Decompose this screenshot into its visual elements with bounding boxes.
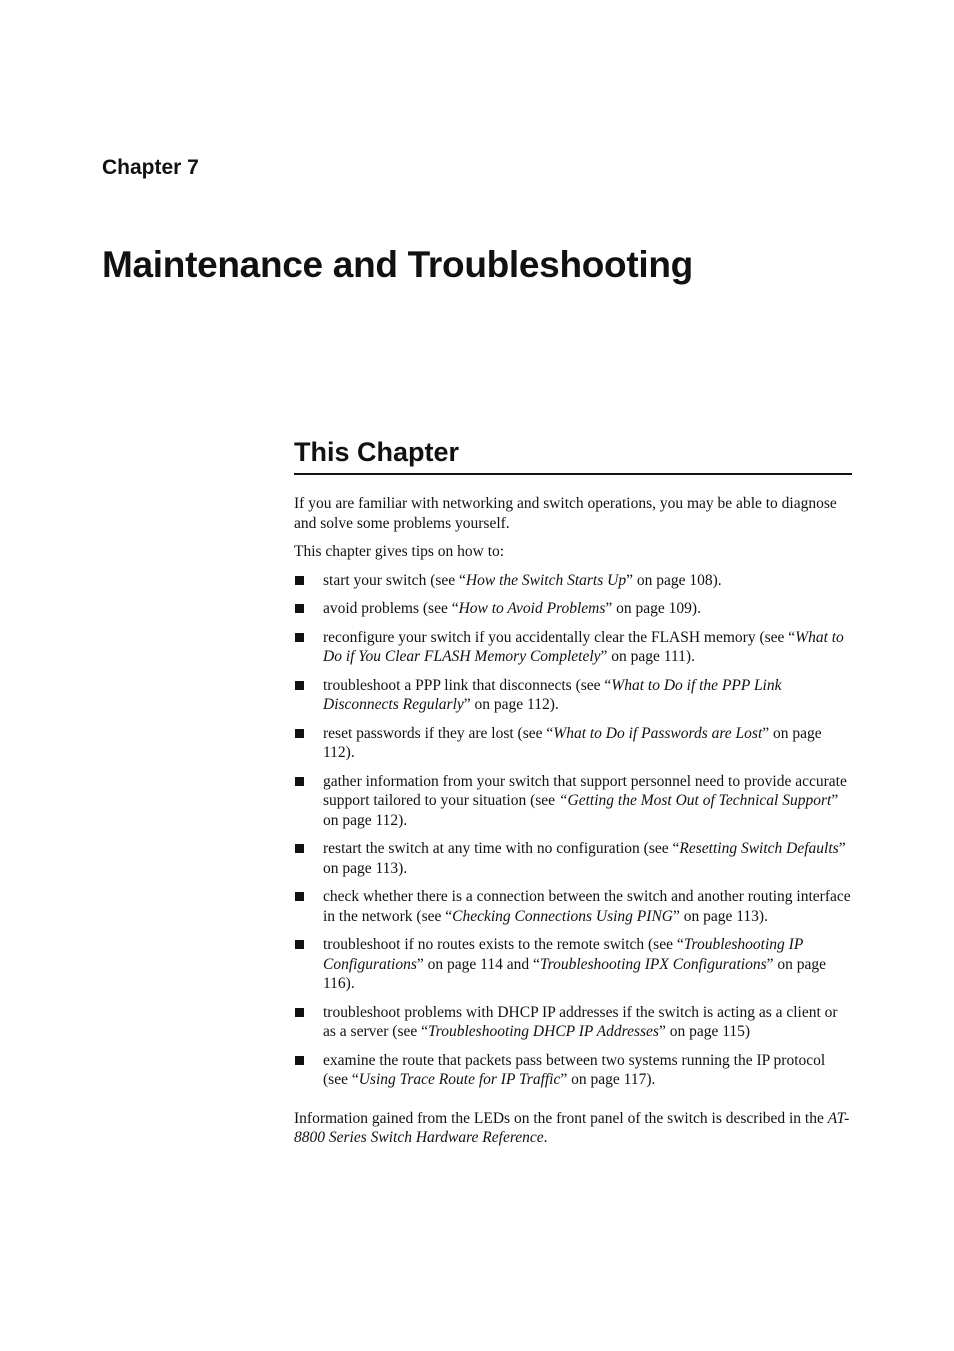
tip-page-ref: ” on page 112). [323, 792, 839, 829]
list-item [294, 599, 852, 619]
cross-reference-link[interactable]: Troubleshooting IPX Configurations [539, 955, 767, 973]
section-heading: This Chapter [294, 437, 852, 475]
cross-reference-link[interactable]: What to Do if You Clear FLASH Memory Completely [323, 628, 844, 665]
list-item [294, 772, 852, 831]
this-chapter-section [294, 437, 852, 1148]
tip-page-ref: ” on page 109). [605, 600, 701, 617]
list-item [294, 1003, 852, 1042]
tip-page-ref: ” on page 117). [560, 1071, 656, 1088]
list-item [294, 887, 852, 926]
chapter-label: Chapter 7 [102, 156, 199, 179]
square-bullet-icon [295, 1008, 304, 1017]
tip-text: avoid problems (see “ [323, 600, 459, 617]
lead-paragraph: This chapter gives tips on how to: [294, 543, 505, 560]
closing-paragraph [294, 1109, 852, 1148]
tip-page-ref: ” on page 116). [323, 955, 827, 992]
list-item [294, 628, 852, 667]
cross-reference-link[interactable]: “Getting the Most Out of Technical Support [558, 792, 832, 809]
tip-text: reset passwords if they are lost (see “ [323, 724, 554, 742]
closing-text: Information gained from the LEDs on the front panel of the switch is described in the [294, 1109, 828, 1127]
list-item [294, 676, 852, 715]
square-bullet-icon [295, 844, 304, 853]
list-item [294, 935, 852, 994]
list-item [294, 571, 852, 591]
tip-text: troubleshoot if no routes exists to the remote switch (see “ [323, 936, 684, 953]
cross-reference-link[interactable]: Using Trace Route for IP Traffic [358, 1071, 561, 1088]
cross-reference-link[interactable]: Troubleshooting IP Configurations [323, 936, 804, 973]
tip-text: reconfigure your switch if you accidentally clear the FLASH memory (see “ [323, 628, 796, 646]
cross-reference-link[interactable]: How to Avoid Problems [458, 600, 606, 617]
cross-reference-link[interactable]: What to Do if the PPP Link Disconnects Regularly [323, 676, 782, 713]
tip-text: restart the switch at any time with no configuration (see “ [323, 840, 680, 857]
square-bullet-icon [295, 633, 304, 642]
tip-page-ref: ” on page 114 and “ [416, 955, 540, 973]
tip-text: check whether there is a connection between the switch and another routing interface in the network (see “ [323, 888, 851, 925]
tip-text: examine the route that packets pass between two systems running the IP protocol (see “ [323, 1051, 826, 1088]
tip-page-ref: ” on page 108). [626, 571, 722, 589]
tips-list [294, 571, 852, 1090]
square-bullet-icon [295, 729, 304, 738]
square-bullet-icon [295, 1056, 304, 1065]
square-bullet-icon [295, 777, 304, 786]
closing-end: . [543, 1129, 548, 1146]
list-item [294, 1051, 852, 1090]
tip-text: gather information from your switch that support personnel need to provide accurate support tailored to your situation (see [323, 772, 847, 809]
tip-page-ref: ” on page 115) [658, 1023, 751, 1040]
intro-paragraph: If you are familiar with networking and switch operations, you may be able to diagnose and solve some problems yourself. [294, 495, 837, 532]
tip-page-ref: ” on page 111). [600, 648, 695, 665]
tip-text: troubleshoot a PPP link that disconnects (see “ [323, 676, 612, 694]
list-item [294, 839, 852, 878]
cross-reference-link[interactable]: Checking Connections Using PING [452, 907, 673, 925]
tip-page-ref: ” on page 113). [323, 840, 846, 877]
square-bullet-icon [295, 681, 304, 690]
tip-page-ref: ” on page 112). [463, 696, 559, 713]
square-bullet-icon [295, 940, 304, 949]
cross-reference-link[interactable]: Troubleshooting DHCP IP Addresses [428, 1023, 659, 1040]
hardware-reference-title: AT-8800 Series Switch Hardware Reference [294, 1109, 850, 1146]
tip-page-ref: ” on page 113). [672, 907, 768, 925]
square-bullet-icon [295, 892, 304, 901]
square-bullet-icon [295, 576, 304, 585]
tip-text: start your switch (see “ [323, 571, 466, 589]
cross-reference-link[interactable]: How the Switch Starts Up [465, 571, 627, 589]
cross-reference-link[interactable]: Resetting Switch Defaults [679, 840, 839, 857]
square-bullet-icon [295, 604, 304, 613]
list-item [294, 724, 852, 763]
cross-reference-link[interactable]: What to Do if Passwords are Lost [553, 724, 763, 742]
tip-page-ref: ” on page 112). [323, 724, 822, 761]
chapter-title: Maintenance and Troubleshooting [102, 244, 693, 285]
tip-text: troubleshoot problems with DHCP IP addresses if the switch is acting as a client or as a server (see “ [323, 1003, 838, 1040]
